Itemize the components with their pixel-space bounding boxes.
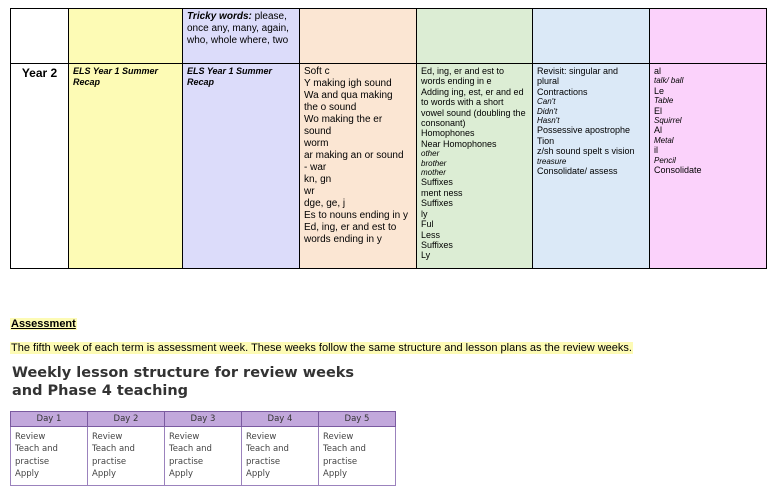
list-line: other — [421, 149, 440, 159]
day-step: Teach and — [169, 444, 212, 455]
list-line: plural — [537, 76, 560, 87]
day-cell — [11, 427, 88, 486]
day-step: practise — [246, 456, 281, 467]
list-line: words ending in y — [304, 234, 382, 245]
list-line: Suffixes — [421, 198, 453, 209]
weekly-structure-table — [10, 411, 396, 486]
day-step: Apply — [92, 469, 116, 480]
day-cell — [165, 427, 242, 486]
assessment-heading: Assessment — [11, 318, 76, 330]
day-step: Teach and — [246, 444, 289, 455]
day-step: Apply — [15, 469, 39, 480]
list-line: ar making an or sound — [304, 150, 404, 161]
sounds-list — [304, 66, 412, 246]
day-step: Review — [15, 432, 46, 442]
list-line: - war — [304, 162, 327, 173]
list-line: Ed, ing, er and est to — [304, 222, 397, 233]
contractions-cell — [533, 64, 650, 269]
day-cell — [242, 427, 319, 486]
list-line: words ending in e — [421, 76, 492, 87]
empty-cell — [300, 9, 417, 64]
list-line: sound — [304, 126, 332, 137]
day-cell — [88, 427, 165, 486]
list-line: Soft c — [304, 66, 330, 77]
day-step: practise — [15, 456, 50, 467]
sounds-cell — [300, 64, 417, 269]
list-line: worm — [304, 138, 329, 149]
day-header: Day 3 — [165, 412, 242, 427]
list-line: to words with a short — [421, 97, 504, 108]
tricky-words-text: please, once any, many, again, who, whole where, two — [187, 11, 289, 46]
weekly-title-line2: and Phase 4 teaching — [12, 383, 189, 399]
day-step: practise — [169, 456, 204, 467]
suffixes-cell — [417, 64, 533, 269]
list-line: dge, ge, j — [304, 198, 346, 209]
list-line: treasure — [537, 156, 567, 166]
list-line: Ly — [421, 250, 431, 261]
list-line: mother — [421, 168, 446, 178]
list-line: Table — [654, 96, 674, 106]
list-line: consonant) — [421, 118, 466, 129]
day-step: Apply — [323, 469, 347, 480]
weekly-title-line1: Weekly lesson structure for review weeks — [12, 365, 355, 381]
list-line: Le — [654, 85, 665, 96]
empty-cell — [11, 9, 69, 64]
list-line: Suffixes — [421, 177, 453, 188]
list-line: Possessive apostrophe — [537, 125, 631, 136]
list-line: Squirrel — [654, 116, 682, 126]
list-line: Ed, ing, er and est to — [421, 66, 505, 76]
day-header: Day 5 — [319, 412, 396, 427]
day-header: Day 4 — [242, 412, 319, 427]
day-step: Apply — [246, 469, 270, 480]
list-line: Adding ing, est, er and ed — [421, 86, 524, 97]
day-step: Review — [92, 432, 123, 442]
list-line: Metal — [654, 135, 674, 145]
list-line: Less — [421, 229, 441, 240]
list-line: Pencil — [654, 155, 676, 165]
list-line: Can't — [537, 97, 556, 107]
empty-cell — [69, 9, 183, 64]
list-line: Consolidate — [654, 165, 702, 176]
day-step: Apply — [169, 469, 193, 480]
day-step: Review — [246, 432, 277, 442]
list-line: Revisit: singular and — [537, 66, 619, 76]
day-header: Day 1 — [11, 412, 88, 427]
weekly-header-row — [11, 412, 396, 427]
list-line: vowel sound (doubling the — [421, 107, 526, 118]
list-line: Hasn't — [537, 116, 560, 126]
weekly-body-row — [11, 427, 396, 486]
list-line: brother — [421, 158, 447, 168]
list-line: Homophones — [421, 128, 475, 139]
list-line: Suffixes — [421, 239, 453, 250]
curriculum-year2-row — [11, 64, 767, 269]
list-line: Consolidate/ assess — [537, 166, 618, 177]
day-cell — [319, 427, 396, 486]
list-line: Ful — [421, 219, 434, 230]
list-line: Y making igh sound — [304, 78, 392, 89]
contractions-list — [537, 66, 645, 176]
day-step: Teach and — [15, 444, 58, 455]
endings-cell — [650, 64, 767, 269]
day-step: Review — [169, 432, 200, 442]
empty-cell — [533, 9, 650, 64]
list-line: El — [654, 105, 663, 116]
weekly-structure-title — [12, 364, 354, 400]
list-line: al — [654, 66, 662, 76]
list-line: Near Homophones — [421, 138, 497, 149]
endings-list — [654, 66, 762, 175]
list-line: ment ness — [421, 187, 463, 198]
list-line: il — [654, 145, 658, 156]
list-line: Es to nouns ending in y — [304, 210, 408, 221]
day-step: practise — [323, 456, 358, 467]
assessment-text: The fifth week of each term is assessment week. These weeks follow the same structure and lesson plans as the review weeks. — [11, 342, 632, 354]
year-label: Year 2 — [11, 64, 69, 269]
list-line: talk/ ball — [654, 76, 684, 86]
day-step: practise — [92, 456, 127, 467]
list-line: ly — [421, 208, 428, 219]
list-line: Al — [654, 125, 663, 136]
tricky-words-label: Tricky words: — [187, 11, 252, 22]
day-header: Day 2 — [88, 412, 165, 427]
list-line: z/sh sound spelt s vision — [537, 146, 635, 157]
suffixes-list — [421, 66, 528, 261]
list-line: Didn't — [537, 106, 558, 116]
day-step: Teach and — [92, 444, 135, 455]
list-line: Contractions — [537, 86, 588, 97]
curriculum-table — [10, 8, 767, 269]
list-line: the o sound — [304, 102, 357, 113]
list-line: Wo making the er — [304, 114, 383, 125]
day-step: Review — [323, 432, 354, 442]
summer-recap-cell-2: ELS Year 1 Summer Recap — [183, 64, 300, 269]
day-step: Teach and — [323, 444, 366, 455]
summer-recap-cell: ELS Year 1 Summer Recap — [69, 64, 183, 269]
list-line: Tion — [537, 135, 555, 146]
empty-cell — [650, 9, 767, 64]
list-line: kn, gn — [304, 174, 332, 185]
list-line: Wa and qua making — [304, 90, 393, 101]
empty-cell — [417, 9, 533, 64]
curriculum-top-row — [11, 9, 767, 64]
tricky-words-cell — [183, 9, 300, 64]
list-line: wr — [304, 186, 315, 197]
